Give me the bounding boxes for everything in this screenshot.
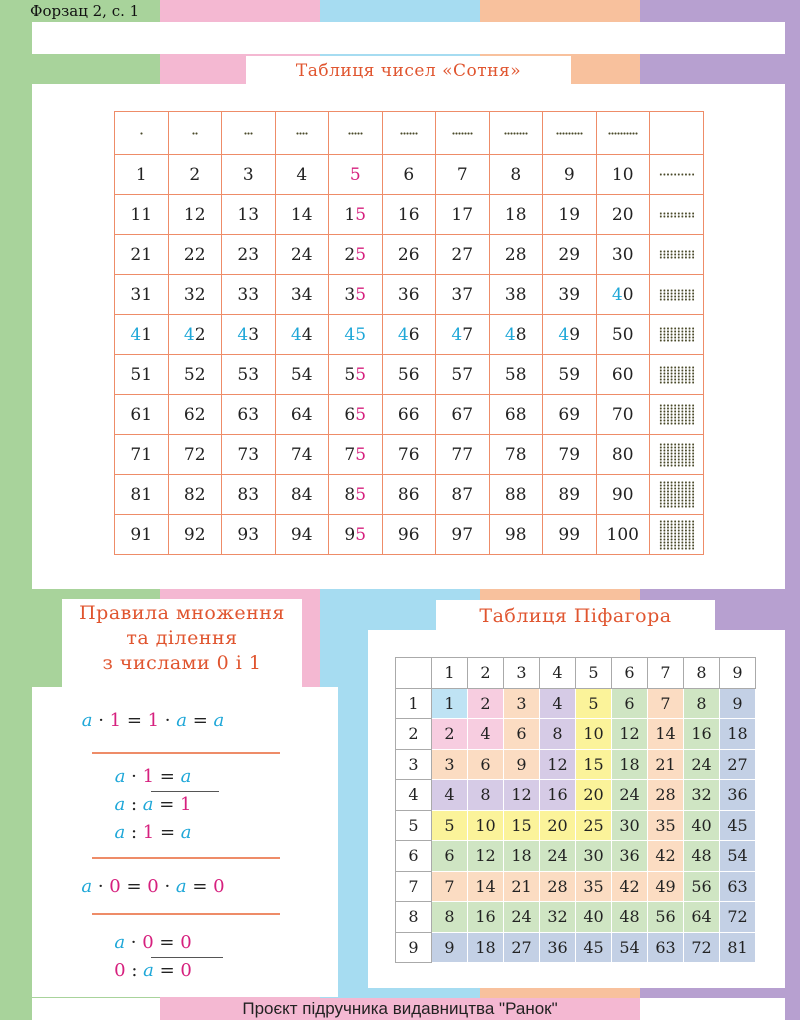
hundred-cell: 65 xyxy=(329,395,383,435)
pythagoras-row-header: 2 xyxy=(396,719,432,750)
hundred-cell: 60 xyxy=(596,355,650,395)
pythagoras-cell: 4 xyxy=(540,688,576,719)
tens-dot-block xyxy=(650,355,704,395)
rules-title-line-1: Правила множення xyxy=(79,602,285,624)
hundred-cell: 10 xyxy=(596,155,650,195)
hundred-cell: 59 xyxy=(543,355,597,395)
tens-dots xyxy=(659,404,695,425)
pythagoras-col-header: 9 xyxy=(720,658,756,689)
pythagoras-row-header: 7 xyxy=(396,871,432,902)
hundred-cell: 43 xyxy=(222,315,276,355)
pythagoras-cell: 9 xyxy=(432,932,468,963)
tens-dot-block xyxy=(650,195,704,235)
pythagoras-cell: 36 xyxy=(540,932,576,963)
hundred-cell: 12 xyxy=(168,195,222,235)
hundred-cell: 66 xyxy=(382,395,436,435)
hundred-cell: 81 xyxy=(115,475,169,515)
pythagoras-cell: 48 xyxy=(684,841,720,872)
hundred-cell: 18 xyxy=(489,195,543,235)
hundred-cell: 99 xyxy=(543,515,597,555)
band-mid-green xyxy=(32,54,160,84)
hundred-cell: 31 xyxy=(115,275,169,315)
pythagoras-cell: 2 xyxy=(432,719,468,750)
dot-header-cell xyxy=(596,112,650,155)
tens-dot-block xyxy=(650,395,704,435)
dot-header-cell xyxy=(222,112,276,155)
pythagoras-row-header: 5 xyxy=(396,810,432,841)
hundred-cell: 86 xyxy=(382,475,436,515)
tens-dots xyxy=(659,173,695,176)
pythagoras-cell: 20 xyxy=(540,810,576,841)
hundred-cell: 24 xyxy=(275,235,329,275)
pythagoras-cell: 45 xyxy=(720,810,756,841)
pythagoras-row-header: 1 xyxy=(396,688,432,719)
hundred-cell: 95 xyxy=(329,515,383,555)
footer-text: Проєкт підручника видавництва "Ранок" xyxy=(160,998,640,1020)
pythagoras-cell: 63 xyxy=(720,871,756,902)
pythagoras-cell: 35 xyxy=(576,871,612,902)
pythagoras-cell: 18 xyxy=(468,932,504,963)
pythagoras-col-header: 1 xyxy=(432,658,468,689)
hundred-cell: 76 xyxy=(382,435,436,475)
hundred-cell: 7 xyxy=(436,155,490,195)
pythagoras-cell: 18 xyxy=(504,841,540,872)
hundred-cell: 85 xyxy=(329,475,383,515)
tens-dots xyxy=(659,212,695,218)
pythagoras-col-header: 4 xyxy=(540,658,576,689)
tens-dot-block xyxy=(650,435,704,475)
tens-dots xyxy=(659,366,695,384)
pythagoras-cell: 16 xyxy=(684,719,720,750)
hundred-cell: 22 xyxy=(168,235,222,275)
pythagoras-cell: 15 xyxy=(504,810,540,841)
pythagoras-cell: 28 xyxy=(648,780,684,811)
page-header-label: Форзац 2, с. 1 xyxy=(30,2,140,20)
hundred-cell: 55 xyxy=(329,355,383,395)
pythagoras-corner xyxy=(396,658,432,689)
dot-group xyxy=(452,132,473,135)
hundred-cell: 89 xyxy=(543,475,597,515)
rules-title xyxy=(62,599,302,687)
band-top-pink xyxy=(160,0,320,22)
hundred-cell: 38 xyxy=(489,275,543,315)
hundred-cell: 73 xyxy=(222,435,276,475)
dot-header-empty xyxy=(650,112,704,155)
rule-underline-2 xyxy=(151,957,223,958)
hundred-cell: 9 xyxy=(543,155,597,195)
dot-group xyxy=(400,132,418,135)
dot-header-cell xyxy=(275,112,329,155)
band-header-white xyxy=(32,22,785,54)
rule-a-times-0: a · 0 = 0 xyxy=(114,932,192,953)
pythagoras-cell: 10 xyxy=(468,810,504,841)
tens-dots xyxy=(659,327,695,342)
hundred-cell: 70 xyxy=(596,395,650,435)
pythagoras-cell: 42 xyxy=(648,841,684,872)
hundred-cell: 71 xyxy=(115,435,169,475)
pythagoras-cell: 15 xyxy=(576,749,612,780)
tens-dot-block xyxy=(650,275,704,315)
hundred-cell: 67 xyxy=(436,395,490,435)
pythagoras-cell: 54 xyxy=(720,841,756,872)
pythagoras-cell: 64 xyxy=(684,902,720,933)
pythagoras-cell: 40 xyxy=(684,810,720,841)
hundred-cell: 61 xyxy=(115,395,169,435)
pythagoras-cell: 10 xyxy=(576,719,612,750)
tens-dots xyxy=(659,250,695,259)
hundred-cell: 80 xyxy=(596,435,650,475)
dot-group xyxy=(608,132,638,135)
hundred-cell: 23 xyxy=(222,235,276,275)
pythagoras-cell: 32 xyxy=(540,902,576,933)
hundred-cell: 25 xyxy=(329,235,383,275)
hundred-table-title: Таблиця чисел «Сотня» xyxy=(246,56,571,85)
dot-header-cell xyxy=(489,112,543,155)
pythagoras-cell: 4 xyxy=(432,780,468,811)
hundred-cell: 37 xyxy=(436,275,490,315)
hundred-cell: 83 xyxy=(222,475,276,515)
hundred-cell: 77 xyxy=(436,435,490,475)
hundred-cell: 56 xyxy=(382,355,436,395)
pythagoras-title: Таблиця Піфагора xyxy=(436,600,715,631)
dot-header-cell xyxy=(329,112,383,155)
rule-separator-3 xyxy=(92,913,280,915)
pythagoras-cell: 8 xyxy=(432,902,468,933)
pythagoras-cell: 5 xyxy=(432,810,468,841)
hundred-cell: 3 xyxy=(222,155,276,195)
rule-separator-2 xyxy=(92,857,280,859)
hundred-cell: 42 xyxy=(168,315,222,355)
dot-group xyxy=(504,132,528,135)
hundred-cell: 4 xyxy=(275,155,329,195)
hundred-cell: 36 xyxy=(382,275,436,315)
tens-dots xyxy=(659,520,695,550)
hundred-cell: 15 xyxy=(329,195,383,235)
pythagoras-cell: 36 xyxy=(720,780,756,811)
hundred-cell: 52 xyxy=(168,355,222,395)
pythagoras-cell: 14 xyxy=(648,719,684,750)
hundred-cell: 29 xyxy=(543,235,597,275)
hundred-cell: 46 xyxy=(382,315,436,355)
tens-dot-block xyxy=(650,315,704,355)
band-left-green xyxy=(0,22,32,1020)
hundred-cell: 17 xyxy=(436,195,490,235)
pythagoras-cell: 24 xyxy=(684,749,720,780)
pythagoras-cell: 8 xyxy=(684,688,720,719)
dot-header-cell xyxy=(543,112,597,155)
pythagoras-cell: 7 xyxy=(648,688,684,719)
rule-separator-1 xyxy=(92,752,280,754)
pythagoras-cell: 36 xyxy=(612,841,648,872)
pythagoras-cell: 49 xyxy=(648,871,684,902)
hundred-table xyxy=(114,111,704,555)
pythagoras-cell: 3 xyxy=(432,749,468,780)
hundred-cell: 64 xyxy=(275,395,329,435)
pythagoras-cell: 72 xyxy=(684,932,720,963)
hundred-cell: 90 xyxy=(596,475,650,515)
hundred-cell: 39 xyxy=(543,275,597,315)
hundred-cell: 28 xyxy=(489,235,543,275)
band-mid-purple xyxy=(640,54,785,84)
pythagoras-cell: 21 xyxy=(504,871,540,902)
pythagoras-cell: 72 xyxy=(720,902,756,933)
tens-dots xyxy=(659,481,695,508)
band-top-purple xyxy=(640,0,800,22)
rule-zero-div-a: 0 : a = 0 xyxy=(114,960,192,981)
hundred-cell: 97 xyxy=(436,515,490,555)
tens-dot-block xyxy=(650,515,704,555)
pythagoras-col-header: 3 xyxy=(504,658,540,689)
band-right-purple xyxy=(785,22,800,1020)
pythagoras-cell: 42 xyxy=(612,871,648,902)
pythagoras-row-header: 3 xyxy=(396,749,432,780)
hundred-cell: 79 xyxy=(543,435,597,475)
dot-header-cell xyxy=(168,112,222,155)
pythagoras-cell: 24 xyxy=(540,841,576,872)
pythagoras-cell: 12 xyxy=(504,780,540,811)
pythagoras-cell: 45 xyxy=(576,932,612,963)
pythagoras-cell: 8 xyxy=(540,719,576,750)
hundred-cell: 72 xyxy=(168,435,222,475)
pythagoras-cell: 56 xyxy=(648,902,684,933)
hundred-cell: 49 xyxy=(543,315,597,355)
pythagoras-cell: 2 xyxy=(468,688,504,719)
pythagoras-table xyxy=(395,657,756,963)
pythagoras-cell: 9 xyxy=(504,749,540,780)
pythagoras-cell: 4 xyxy=(468,719,504,750)
pythagoras-cell: 27 xyxy=(504,932,540,963)
pythagoras-cell: 6 xyxy=(432,841,468,872)
hundred-cell: 57 xyxy=(436,355,490,395)
tens-dots xyxy=(659,289,695,301)
hundred-cell: 87 xyxy=(436,475,490,515)
rule-underline-1 xyxy=(151,791,219,792)
pythagoras-col-header: 6 xyxy=(612,658,648,689)
hundred-cell: 62 xyxy=(168,395,222,435)
hundred-cell: 44 xyxy=(275,315,329,355)
pythagoras-row-header: 6 xyxy=(396,841,432,872)
hundred-cell: 19 xyxy=(543,195,597,235)
hundred-cell: 6 xyxy=(382,155,436,195)
pythagoras-cell: 16 xyxy=(540,780,576,811)
hundred-cell: 68 xyxy=(489,395,543,435)
rule-a-div-1: a : 1 = a xyxy=(114,822,192,843)
rule-multiply-by-one: a · 1 = 1 · a = a xyxy=(81,710,225,731)
hundred-cell: 34 xyxy=(275,275,329,315)
hundred-cell: 91 xyxy=(115,515,169,555)
pythagoras-cell: 18 xyxy=(612,749,648,780)
rules-title-line-3: з числами 0 і 1 xyxy=(102,652,262,674)
pythagoras-cell: 3 xyxy=(504,688,540,719)
hundred-cell: 48 xyxy=(489,315,543,355)
hundred-cell: 32 xyxy=(168,275,222,315)
dot-header-cell xyxy=(382,112,436,155)
rules-title-line-2: та ділення xyxy=(126,627,238,649)
hundred-cell: 1 xyxy=(115,155,169,195)
hundred-cell: 33 xyxy=(222,275,276,315)
hundred-cell: 96 xyxy=(382,515,436,555)
pythagoras-cell: 18 xyxy=(720,719,756,750)
hundred-cell: 40 xyxy=(596,275,650,315)
pythagoras-cell: 48 xyxy=(612,902,648,933)
hundred-cell: 51 xyxy=(115,355,169,395)
pythagoras-cell: 6 xyxy=(612,688,648,719)
pythagoras-row-header: 9 xyxy=(396,932,432,963)
dot-group xyxy=(296,132,308,135)
tens-dot-block xyxy=(650,475,704,515)
pythagoras-cell: 32 xyxy=(684,780,720,811)
pythagoras-cell: 5 xyxy=(576,688,612,719)
hundred-cell: 27 xyxy=(436,235,490,275)
pythagoras-cell: 12 xyxy=(612,719,648,750)
pythagoras-cell: 1 xyxy=(432,688,468,719)
hundred-cell: 8 xyxy=(489,155,543,195)
hundred-cell: 63 xyxy=(222,395,276,435)
pythagoras-cell: 25 xyxy=(576,810,612,841)
hundred-cell: 16 xyxy=(382,195,436,235)
dot-group xyxy=(556,132,583,135)
hundred-cell: 84 xyxy=(275,475,329,515)
pythagoras-cell: 21 xyxy=(648,749,684,780)
rule-a-div-a: a : a = 1 xyxy=(114,794,192,815)
hundred-cell: 11 xyxy=(115,195,169,235)
dot-header-cell xyxy=(115,112,169,155)
pythagoras-cell: 14 xyxy=(468,871,504,902)
hundred-cell: 58 xyxy=(489,355,543,395)
pythagoras-cell: 63 xyxy=(648,932,684,963)
tens-dot-block xyxy=(650,235,704,275)
dot-group xyxy=(192,132,198,135)
dot-group xyxy=(348,132,363,135)
tens-dot-block xyxy=(650,155,704,195)
pythagoras-cell: 6 xyxy=(468,749,504,780)
pythagoras-cell: 24 xyxy=(504,902,540,933)
hundred-cell: 20 xyxy=(596,195,650,235)
hundred-cell: 88 xyxy=(489,475,543,515)
pythagoras-col-header: 7 xyxy=(648,658,684,689)
hundred-cell: 53 xyxy=(222,355,276,395)
pythagoras-cell: 40 xyxy=(576,902,612,933)
hundred-cell: 14 xyxy=(275,195,329,235)
rule-multiply-by-zero: a · 0 = 0 · a = 0 xyxy=(81,876,225,897)
pythagoras-cell: 56 xyxy=(684,871,720,902)
hundred-cell: 26 xyxy=(382,235,436,275)
hundred-cell: 82 xyxy=(168,475,222,515)
pythagoras-cell: 27 xyxy=(720,749,756,780)
dot-header-cell xyxy=(436,112,490,155)
pythagoras-row-header: 4 xyxy=(396,780,432,811)
band-top-blue xyxy=(320,0,480,22)
pythagoras-cell: 30 xyxy=(576,841,612,872)
band-top-peach xyxy=(480,0,640,22)
hundred-cell: 41 xyxy=(115,315,169,355)
hundred-cell: 100 xyxy=(596,515,650,555)
pythagoras-cell: 20 xyxy=(576,780,612,811)
hundred-cell: 35 xyxy=(329,275,383,315)
hundred-cell: 21 xyxy=(115,235,169,275)
pythagoras-cell: 35 xyxy=(648,810,684,841)
pythagoras-cell: 7 xyxy=(432,871,468,902)
hundred-cell: 69 xyxy=(543,395,597,435)
pythagoras-col-header: 5 xyxy=(576,658,612,689)
pythagoras-cell: 28 xyxy=(540,871,576,902)
hundred-cell: 92 xyxy=(168,515,222,555)
hundred-cell: 2 xyxy=(168,155,222,195)
hundred-cell: 93 xyxy=(222,515,276,555)
pythagoras-cell: 9 xyxy=(720,688,756,719)
pythagoras-cell: 54 xyxy=(612,932,648,963)
dot-group xyxy=(244,132,253,135)
pythagoras-col-header: 2 xyxy=(468,658,504,689)
pythagoras-cell: 81 xyxy=(720,932,756,963)
hundred-cell: 5 xyxy=(329,155,383,195)
hundred-cell: 50 xyxy=(596,315,650,355)
rule-a-times-1: a · 1 = a xyxy=(114,766,192,787)
pythagoras-cell: 24 xyxy=(612,780,648,811)
pythagoras-cell: 16 xyxy=(468,902,504,933)
pythagoras-col-header: 8 xyxy=(684,658,720,689)
pythagoras-cell: 8 xyxy=(468,780,504,811)
hundred-cell: 45 xyxy=(329,315,383,355)
hundred-cell: 94 xyxy=(275,515,329,555)
dot-group xyxy=(140,132,143,135)
pythagoras-cell: 12 xyxy=(540,749,576,780)
hundred-cell: 98 xyxy=(489,515,543,555)
hundred-cell: 74 xyxy=(275,435,329,475)
hundred-cell: 75 xyxy=(329,435,383,475)
hundred-cell: 78 xyxy=(489,435,543,475)
hundred-cell: 54 xyxy=(275,355,329,395)
hundred-cell: 13 xyxy=(222,195,276,235)
hundred-cell: 47 xyxy=(436,315,490,355)
pythagoras-cell: 6 xyxy=(504,719,540,750)
pythagoras-cell: 12 xyxy=(468,841,504,872)
tens-dots xyxy=(659,443,695,467)
hundred-cell: 30 xyxy=(596,235,650,275)
pythagoras-cell: 30 xyxy=(612,810,648,841)
pythagoras-row-header: 8 xyxy=(396,902,432,933)
